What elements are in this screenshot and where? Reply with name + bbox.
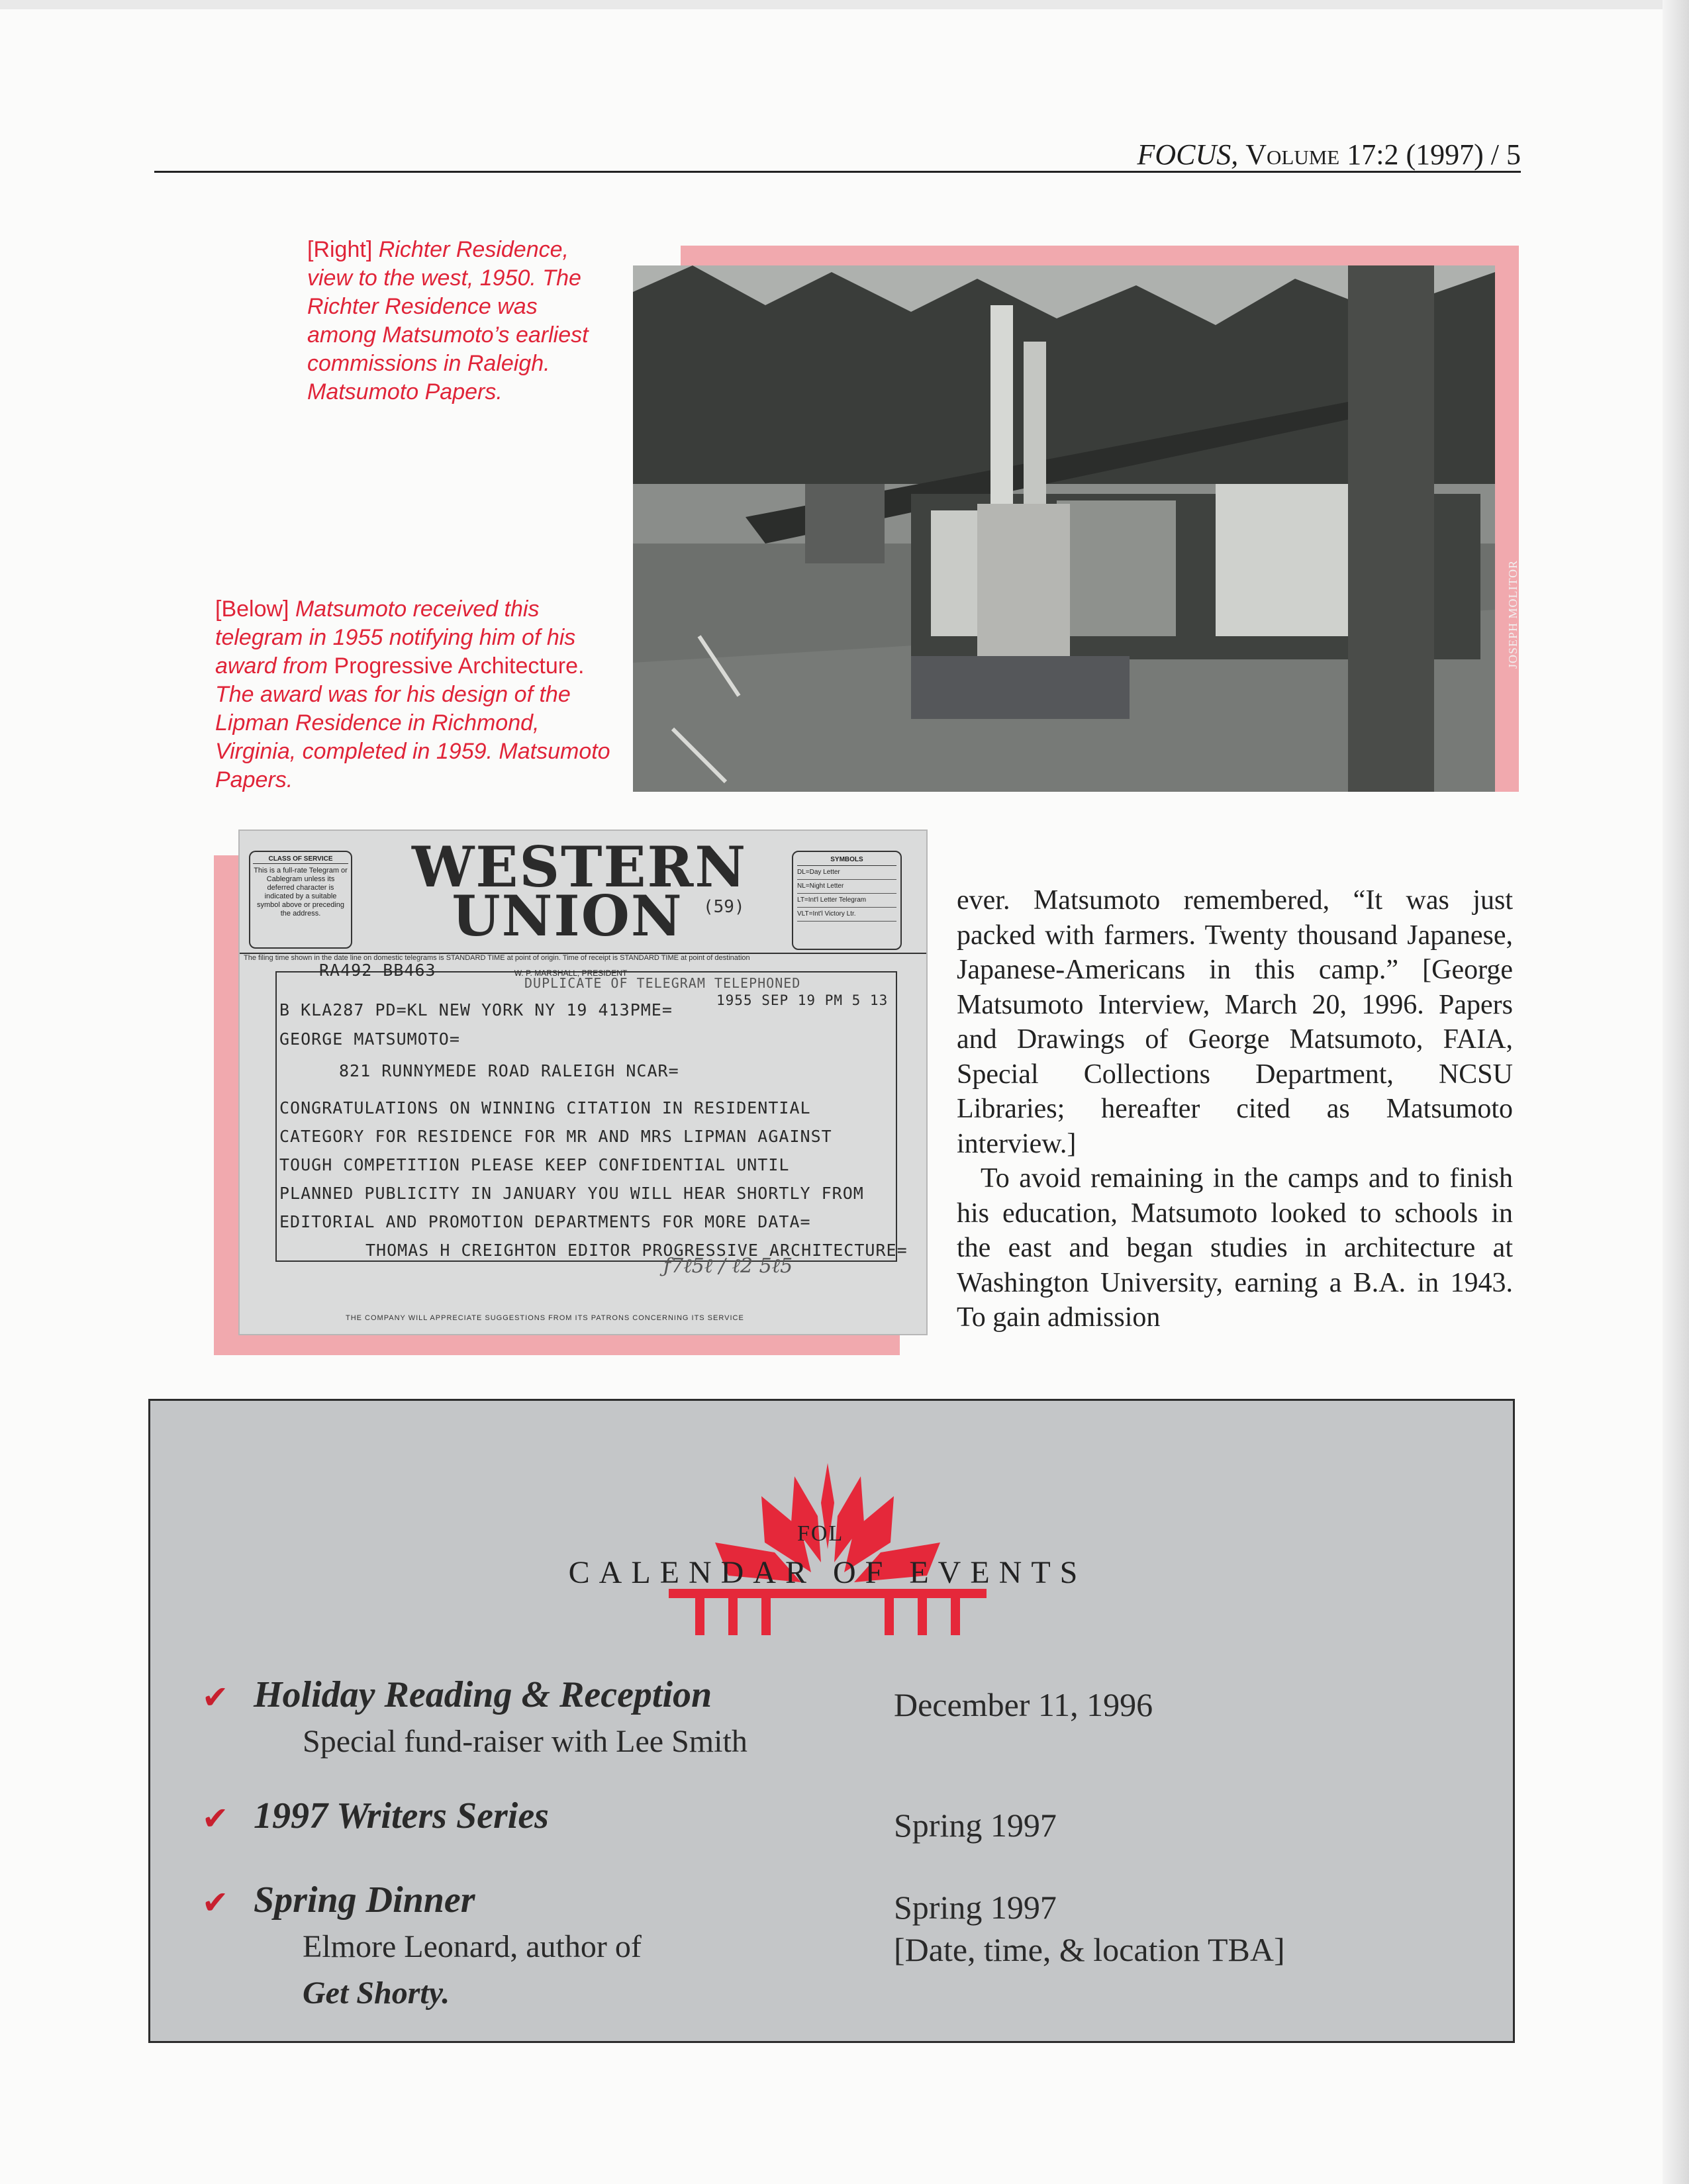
caption-below <box>215 595 626 794</box>
paragraph: To avoid remaining in the camps and to finish his education, Matsumoto looked to schools in the east and began studies in architecture at Washington University, earning a B.A. in 1943. To gain admission <box>957 1163 1513 1333</box>
running-header <box>1137 138 1521 171</box>
event-title: 1997 Writers Series <box>254 1795 549 1836</box>
western-union-telegram <box>238 830 928 1335</box>
telegram-line: GEORGE MATSUMOTO= <box>279 1029 460 1049</box>
article-body <box>957 883 1513 1335</box>
check-icon: ✔ <box>202 1679 229 1716</box>
caption-below-body-3: The award was for his design of the Lipman Residence in Richmond, Virginia, completed in 1959. Matsumoto Papers. <box>215 682 610 792</box>
telegram-fineprint: The filing time shown in the date line on domestic telegrams is STANDARD TIME at point of origin. Time of receipt is STANDARD TIME at point of destination <box>244 954 750 962</box>
telegram-line: B KLA287 PD=KL NEW YORK NY 19 413PME= <box>279 1000 673 1020</box>
symbol-row: DL=Day Letter <box>797 866 896 880</box>
caption-below-body-2: Progressive Architecture. <box>334 653 585 679</box>
check-icon: ✔ <box>202 1884 229 1921</box>
telegram-line: PLANNED PUBLICITY IN JANUARY YOU WILL HEAR SHORTLY FROM <box>279 1184 864 1203</box>
volume-label: Volume <box>1245 138 1340 171</box>
handwritten-mark: (59) <box>703 897 745 917</box>
telegram-line: THOMAS H CREIGHTON EDITOR PROGRESSIVE ARCHITECTURE= <box>365 1241 908 1260</box>
symbols-box <box>792 851 902 950</box>
telegram-line: EDITORIAL AND PROMOTION DEPARTMENTS FOR MORE DATA= <box>279 1212 811 1231</box>
event-subtitle: Elmore Leonard, author of <box>303 1929 642 1964</box>
header-rule <box>154 171 1521 173</box>
telegram-line: 821 RUNNYMEDE ROAD RALEIGH NCAR= <box>339 1061 679 1080</box>
telegram-line: TOUGH COMPETITION PLEASE KEEP CONFIDENTIAL UNTIL <box>279 1155 790 1174</box>
caption-below-body-1: Matsumoto received this telegram in 1955 notifying him of his award from <box>215 596 576 679</box>
page-top-edge <box>0 0 1689 9</box>
class-of-service-title: CLASS OF SERVICE <box>253 855 348 864</box>
class-of-service-box <box>249 851 352 949</box>
page-right-edge <box>1663 0 1689 2184</box>
telegram-line: CONGRATULATIONS ON WINNING CITATION IN RESIDENTIAL <box>279 1098 811 1117</box>
photo-credit: JOSEPH MOLITOR <box>1506 559 1520 669</box>
event-date-note: [Date, time, & location TBA] <box>894 1931 1285 1968</box>
telegram-duplicate-stamp: DUPLICATE OF TELEGRAM TELEPHONED <box>524 975 801 991</box>
event-date: Spring 1997 <box>894 1807 1057 1844</box>
issue-page: 17:2 (1997) / 5 <box>1347 138 1521 171</box>
caption-below-lead: [Below] <box>215 596 289 622</box>
symbol-row: LT=Int'l Letter Telegram <box>797 894 896 908</box>
telegram-footer: THE COMPANY WILL APPRECIATE SUGGESTIONS FROM ITS PATRONS CONCERNING ITS SERVICE <box>346 1314 744 1322</box>
event-date: Spring 1997 <box>894 1889 1057 1926</box>
symbols-title: SYMBOLS <box>797 855 896 866</box>
event-title: Spring Dinner <box>254 1879 475 1921</box>
telegram-timestamp: 1955 SEP 19 PM 5 13 <box>716 992 889 1008</box>
event-subtitle-book: Get Shorty. <box>303 1975 450 2011</box>
caption-right-lead: [Right] <box>307 237 373 262</box>
richter-residence-photo <box>633 265 1495 792</box>
class-of-service-text: This is a full-rate Telegram or Cablegram unless its deferred character is indicated by a suitable symbol above or preceding the address. <box>254 867 348 918</box>
event-subtitle: Special fund-raiser with Lee Smith <box>303 1724 748 1759</box>
brand-line-1: WESTERN <box>412 834 748 900</box>
event-title: Holiday Reading & Reception <box>254 1674 712 1715</box>
calendar-title: CALENDAR OF EVENTS <box>568 1555 1087 1590</box>
symbol-row: NL=Night Letter <box>797 880 896 894</box>
symbol-row: VLT=Int'l Victory Ltr. <box>797 908 896 922</box>
handwritten-notes: ƒ7ℓ5ℓ / ℓ2 5ℓ5 <box>663 1255 793 1278</box>
check-icon: ✔ <box>202 1800 229 1837</box>
telegram-line: CATEGORY FOR RESIDENCE FOR MR AND MRS LIPMAN AGAINST <box>279 1127 832 1146</box>
paragraph: ever. Matsumoto remembered, “It was just packed with farmers. Twenty thousand Japanese, Japanese-Americans in this camp.” [George Matsumoto Interview, March 20, 1996. Papers and Drawings of George Matsumoto, FAIA, Special Collections Department, NCSU Libraries; hereafter cited as Matsumoto interview.] <box>957 885 1513 1159</box>
event-date: December 11, 1996 <box>894 1686 1153 1723</box>
fol-logo-text: FOL <box>797 1521 844 1546</box>
brand-line-2: UNION <box>452 883 683 949</box>
journal-name: FOCUS, <box>1137 138 1239 171</box>
caption-right-body: Richter Residence, view to the west, 1950. The Richter Residence was among Matsumoto’s earliest commissions in Raleigh. Matsumoto Papers. <box>307 237 589 404</box>
caption-right <box>307 236 612 406</box>
president-line: W. P. MARSHALL, PRESIDENT <box>514 969 628 978</box>
telegram-line: RA492 BB463 <box>319 961 436 980</box>
